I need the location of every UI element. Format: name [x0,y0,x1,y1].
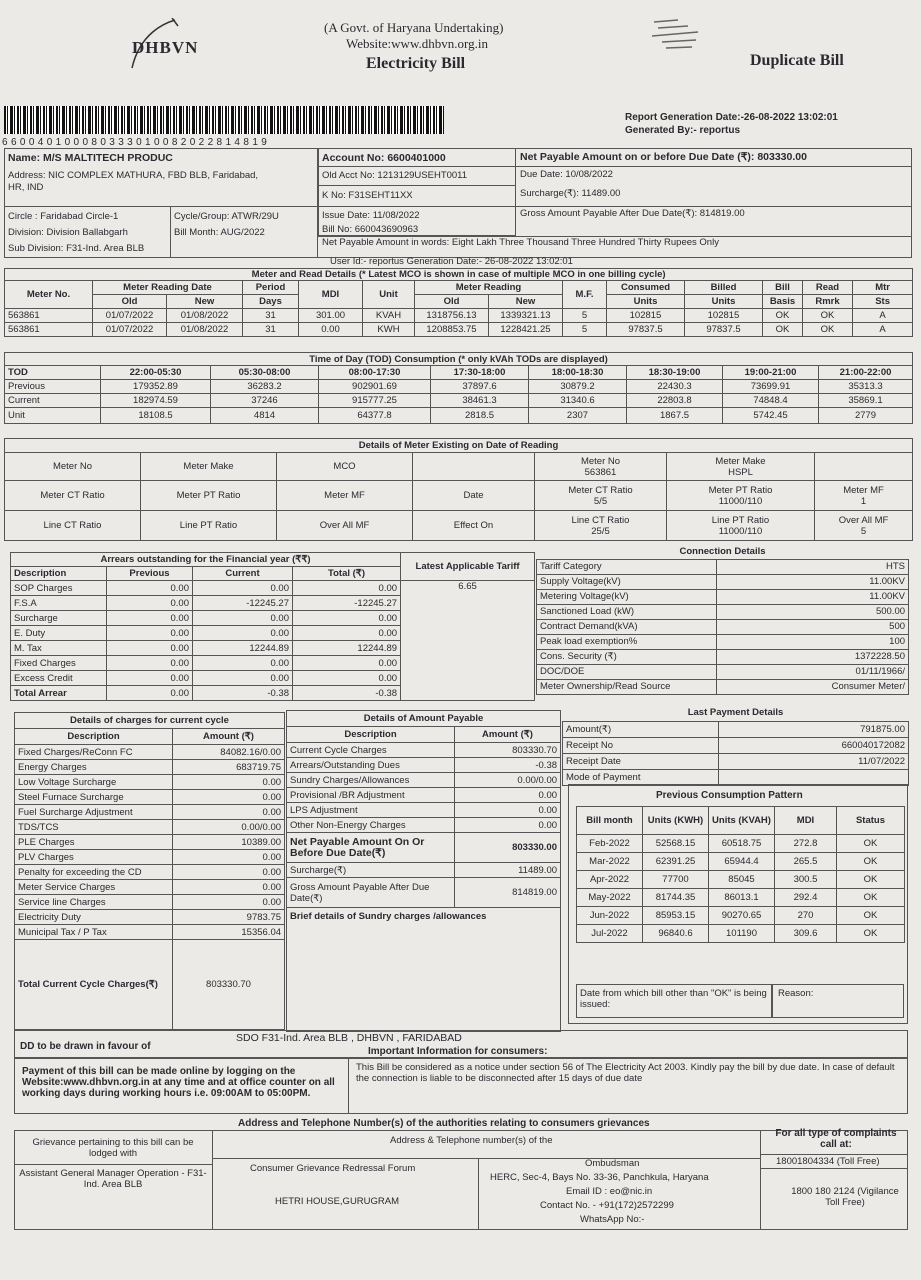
table-row: Metering Voltage(kV) 11.00KV [537,589,909,604]
amount-in-words: Net Payable Amount in words: Eight Lakh Three Thousand Three Hundred Thirty Rupees Only [322,237,719,248]
table-row: Current 182974.59 37246 915777.25 38461.3 31340.6 22803.8 74848.4 35869.1 [5,394,913,408]
charges-title: Details of charges for current cycle [15,713,285,729]
address-label: Address & Telephone number(s) of the [390,1135,553,1146]
grievance-note: Grievance pertaining to this bill can be lodged with [32,1137,194,1159]
old-account-no: Old Acct No: 1213129USEHT0011 [322,170,468,181]
due-date: Due Date: 10/08/2022 [520,169,613,180]
table-row: Municipal Tax / P Tax 15356.04 [15,925,285,940]
billed-header: Billed [685,281,763,295]
website-line: Website:www.dhbvn.org.in [346,36,488,51]
report-date: Report Generation Date:-26-08-2022 13:02:01 [625,112,838,123]
old-date-header: Old [93,295,167,309]
table-row: Provisional /BR Adjustment 0.00 [287,788,561,803]
table-row: Amount(₹) 791875.00 [563,721,909,737]
consumed-header: Consumed [607,281,685,295]
connection-title: Connection Details [537,545,909,559]
table-row: Jul-2022 96840.6 101190 309.6 OK [577,925,905,943]
last-payment-title: Last Payment Details [563,705,909,721]
table-row: Previous 179352.89 36283.2 902901.69 37897.6 30879.2 22430.3 73699.91 35313.3 [5,380,913,394]
payment-note: Payment of this bill can be made online by logging on the Website:www.dhbvn.org.in at any time and at office counter on all working days during working hours i.e. 09:00AM to 05:00PM. [22,1066,335,1099]
meter-read-title: Meter and Read Details (* Latest MCO is shown in case of multiple MCO in one billing cycle) [5,269,913,281]
table-row: Jun-2022 85953.15 90270.65 270 OK [577,907,905,925]
table-row: Feb-2022 52568.15 60518.75 272.8 OK [577,835,905,853]
table-row: Meter CT Ratio Meter PT Ratio Meter MF Date Meter CT Ratio 5/5 Meter PT Ratio 11000/110 Meter MF 1 [5,481,913,511]
table-row: Surcharge 0.00 0.00 0.00 [11,611,535,626]
days-header: Days [243,295,299,309]
table-row: Sanctioned Load (kW) 500.00 [537,604,909,619]
azadi-emblem-icon [648,16,710,60]
table-row: Fuel Surcharge Adjustment 0.00 [15,805,285,820]
grievance-address-title: Address and Telephone Number(s) of the authorities relating to consumers grievances [238,1118,650,1129]
consumer-address-line1: Address: NIC COMPLEX MATHURA, FBD BLB, Faridabad, [8,170,259,181]
account-no: Account No: 6600401000 [322,152,446,164]
table-row: Cons. Security (₹) 1372228.50 [537,649,909,664]
arrears-table: Arrears outstanding for the Financial year (₹₹) Latest Applicable Tariff Description Previous Current Total (₹) SOP Charges 0.00 0.00 0.00 6.65 F.S.A 0.00 -12245.27 -12245.27 Surcharge 0.00 0.00 0.00 E. Duty 0.00 0.00 0.00 M. Tax 0.00 12244.89 12244.89 Fixed Charges 0.00 0.00 0.00 Excess Credit 0.00 0.00 0.00 Total Arrear 0.00 -0.38 -0.38 [10,552,535,701]
table-row: May-2022 81744.35 86013.1 292.4 OK [577,889,905,907]
table-row: Low Voltage Surcharge 0.00 [15,775,285,790]
reading-date-header: Meter Reading Date [93,281,243,295]
table-row: Fixed Charges 0.00 0.00 0.00 [11,656,535,671]
table-row: Meter Ownership/Read Source Consumer Meter/ [537,679,909,694]
meter-existing-title: Details of Meter Existing on Date of Reading [5,439,913,453]
table-row: Meter Service Charges 0.00 [15,880,285,895]
cgrf-title: Consumer Grievance Redressal Forum [250,1163,416,1174]
surcharge-value: 11489.00 [455,863,561,878]
arrears-title: Arrears outstanding for the Financial year (₹₹) [11,553,401,567]
net-payable-header: Net Payable Amount on or before Due Date (₹): 803330.00 [520,151,807,163]
pattern-title: Previous Consumption Pattern [656,790,803,801]
table-row: Steel Furnace Surcharge 0.00 [15,790,285,805]
cycle-group: Cycle/Group: ATWR/29U [174,211,279,222]
tariff-label: Latest Applicable Tariff [401,553,535,581]
barcode-number: 6 6 0 0 4 0 1 0 0 0 8 0 3 3 3 0 1 0 0 8 2 0 2 2 8 1 4 8 1 9 [2,137,268,148]
mf-header: M.F. [563,281,607,309]
new-date-header: New [167,295,243,309]
total-current-value: 803330.70 [173,940,285,1030]
important-title: Important Information for consumers: [368,1046,548,1057]
tod-title: Time of Day (TOD) Consumption (* only kVAh TODs are displayed) [5,353,913,366]
sts-header: Sts [853,295,913,309]
consumed-units-header: Units [607,295,685,309]
date-other-than-ok: Date from which bill other than "OK" is being issued: [580,988,767,1010]
billed-units-header: Units [685,295,763,309]
table-row: Meter No Meter Make MCO Meter No 563861 Meter Make HSPL [5,453,913,481]
generated-by: Generated By:- reportus [625,125,741,136]
total-current-label: Total Current Cycle Charges(₹) [15,940,173,1030]
table-row: Arrears/Outstanding Dues -0.38 [287,758,561,773]
table-row: Apr-2022 77700 85045 300.5 OK [577,871,905,889]
gross-payable-value: 814819.00 [455,878,561,908]
user-id-line: User Id:- reportus Generation Date:- 26-08-2022 13:02:01 [330,256,573,267]
table-row: Supply Voltage(kV) 11.00KV [537,574,909,589]
azadi-logo [648,16,710,60]
net-payable-label: Net Payable Amount On Or Before Due Date(₹) [287,833,455,863]
bill-title: Electricity Bill [366,55,466,72]
last-payment-table [562,705,909,786]
table-row: Excess Credit 0.00 0.00 0.00 [11,671,535,686]
table-row: Mode of Payment [563,769,909,785]
basis-header: Basis [763,295,803,309]
vigilance-toll-free: 1800 180 2124 (Vigilance Toll Free) [791,1186,899,1208]
toll-free-number: 18001804334 (Toll Free) [776,1156,880,1167]
meter-existing-table [4,438,913,541]
bill-no: Bill No: 660043690963 [322,224,419,235]
ombudsman-contact: Contact No. - +91(172)2572299 [540,1200,674,1211]
consumer-name: Name: M/S MALTITECH PRODUC [8,152,173,164]
ombudsman-address: HERC, Sec-4, Bays No. 33-36, Panchkula, Haryana [490,1172,709,1183]
sub-division: Sub Division: F31-Ind. Area BLB [8,243,145,254]
period-header: Period [243,281,299,295]
table-row: Fixed Charges/ReConn FC 84082.16/0.00 [15,745,285,760]
table-row: Line CT Ratio Line PT Ratio Over All MF Effect On Line CT Ratio 25/5 Line PT Ratio 11000/110 Over All MF 5 [5,511,913,541]
table-row: F.S.A 0.00 -12245.27 -12245.27 [11,596,535,611]
table-row: Tariff Category HTS [537,559,909,574]
rmrk-header: Rmrk [803,295,853,309]
table-row: Contract Demand(kVA) 500 [537,619,909,634]
table-row: LPS Adjustment 0.00 [287,803,561,818]
dd-label: DD to be drawn in favour of [20,1041,151,1052]
mdi-header: MDI [299,281,363,309]
pattern-table: Bill month Units (KWH) Units (KVAH) MDI Status Feb-2022 52568.15 60518.75 272.8 OK Mar-2022 62391.25 65944.4 265.5 OK Apr-2022 77700 85045 300.5 OK May-2022 81744.35 86013.1 292.4 OK Jun-2022 85953.15 90270.65 270 OK Jul-2022 96840.6 101190 309.6 OK [576,806,905,943]
tod-table: Time of Day (TOD) Consumption (* only kVAh TODs are displayed) TOD 22:00-05:30 05:30-08:00 08:00-17:30 17:30-18:00 18:00-18:30 18:30-19:00 19:00-21:00 21:00-22:00 Previous 179352.89 36283.2 902901.69 37897.6 30879.2 22430.3 73699.91 35313.3 Current 182974.59 37246 915777.25 38461.3 31340.6 22803.8 74848.4 35869.1 Unit 18108.5 4814 64377.8 2818.5 2307 1867.5 5742.45 2779 [4,352,913,424]
duplicate-label: Duplicate Bill [750,52,844,69]
cgrf-address: HETRI HOUSE,GURUGRAM [275,1196,400,1207]
ombudsman-whatsapp: WhatsApp No:- [580,1214,645,1225]
table-row: Total Arrear 0.00 -0.38 -0.38 [11,686,535,701]
mtr-header: Mtr [853,281,913,295]
new-reading-header: New [489,295,563,309]
bill-month: Bill Month: AUG/2022 [174,227,265,238]
table-row: 563861 01/07/2022 01/08/2022 31 301.00 KVAH 1318756.13 1339321.13 5 102815 102815 OK OK A [5,309,913,323]
sundry-label: Brief details of Sundry charges /allowances [287,908,561,1032]
table-row: Other Non-Energy Charges 0.00 [287,818,561,833]
bill-header: Bill [763,281,803,295]
surcharge-header: Surcharge(₹): 11489.00 [520,188,621,199]
payable-table: Details of Amount Payable Description Amount (₹) Current Cycle Charges 803330.70 Arrears/Outstanding Dues -0.38 Sundry Charges/Allowances 0.00/0.00 Provisional /BR Adjustment 0.00 LPS Adjustment 0.00 Other Non-Energy Charges 0.00 Net Payable Amount On Or Before Due Date(₹) 803330.00 Surcharge(₹) 11489.00 Gross Amount Payable After Due Date(₹) 814819.00 Brief details of Sundry charges /allowances [286,710,561,1032]
issue-date: Issue Date: 11/08/2022 [322,210,420,221]
k-no: K No: F31SEHT11XX [322,190,413,201]
table-row: E. Duty 0.00 0.00 0.00 [11,626,535,641]
logo-text: DHBVN [132,38,199,57]
ombudsman-title: Ombudsman [585,1158,640,1169]
circle: Circle : Faridabad Circle-1 [8,211,119,222]
complaints-label: For all type of complaints call at: [775,1128,897,1150]
table-row: Electricity Duty 9783.75 [15,910,285,925]
dd-value: SDO F31-Ind. Area BLB , DHBVN , FARIDABAD [236,1032,462,1044]
table-row: PLE Charges 10389.00 [15,835,285,850]
ombudsman-email: Email ID : eo@nic.in [566,1186,653,1197]
meter-reading-header: Meter Reading [415,281,563,295]
table-row: Peak load exemption% 100 [537,634,909,649]
connection-table [536,545,909,695]
table-row: TDS/TCS 0.00/0.00 [15,820,285,835]
table-row: M. Tax 0.00 12244.89 12244.89 [11,641,535,656]
gross-after-due: Gross Amount Payable After Due Date(₹): 814819.00 [520,208,745,219]
table-row: Energy Charges 683719.75 [15,760,285,775]
payable-title: Details of Amount Payable [287,711,561,727]
dhbvn-logo [120,18,200,73]
division: Division: Division Ballabgarh [8,227,128,238]
legal-notice: This Bill be considered as a notice under section 56 of The Electricity Act 2003. Kindly pay the bill by due date. In case of default the connection is liable to be disconnected after 15 days of due date [356,1062,895,1084]
table-row: Sundry Charges/Allowances 0.00/0.00 [287,773,561,788]
net-payable-value: 803330.00 [455,833,561,863]
consumer-address-line2: HR, IND [8,182,44,193]
table-row: Service line Charges 0.00 [15,895,285,910]
tariff-value: 6.65 [401,581,535,701]
gross-payable-label: Gross Amount Payable After Due Date(₹) [287,878,455,908]
agm-contact: Assistant General Manager Operation - F31-Ind. Area BLB [19,1168,207,1190]
barcode [4,106,444,134]
old-reading-header: Old [415,295,489,309]
table-row: Mar-2022 62391.25 65944.4 265.5 OK [577,853,905,871]
meter-no-header: Meter No. [5,281,93,309]
charges-table: Details of charges for current cycle Description Amount (₹) Fixed Charges/ReConn FC 84082.16/0.00 Energy Charges 683719.75 Low Voltage Surcharge 0.00 Steel Furnace Surcharge 0.00 Fuel Surcharge Adjustment 0.00 TDS/TCS 0.00/0.00 PLE Charges 10389.00 PLV Charges 0.00 Penalty for exceeding the CD 0.00 Meter Service Charges 0.00 Service line Charges 0.00 Electricity Duty 9783.75 Municipal Tax / P Tax 15356.04 Total Current Cycle Charges(₹) 803330.70 [14,712,285,1030]
table-row: Unit 18108.5 4814 64377.8 2818.5 2307 1867.5 5742.45 2779 [5,408,913,424]
table-row: PLV Charges 0.00 [15,850,285,865]
reason-label: Reason: [778,988,814,999]
unit-header: Unit [363,281,415,309]
table-row: Penalty for exceeding the CD 0.00 [15,865,285,880]
govt-line: (A Govt. of Haryana Undertaking) [324,20,504,35]
table-row: Current Cycle Charges 803330.70 [287,743,561,758]
table-row: DOC/DOE 01/11/1966/ [537,664,909,679]
read-header: Read [803,281,853,295]
table-row: Receipt Date 11/07/2022 [563,753,909,769]
surcharge-label: Surcharge(₹) [287,863,455,878]
table-row: SOP Charges 0.00 0.00 0.00 6.65 [11,581,535,596]
table-row: 563861 01/07/2022 01/08/2022 31 0.00 KWH 1208853.75 1228421.25 5 97837.5 97837.5 OK OK A [5,323,913,337]
meter-read-table [4,268,913,337]
table-row: Receipt No 660040172082 [563,737,909,753]
